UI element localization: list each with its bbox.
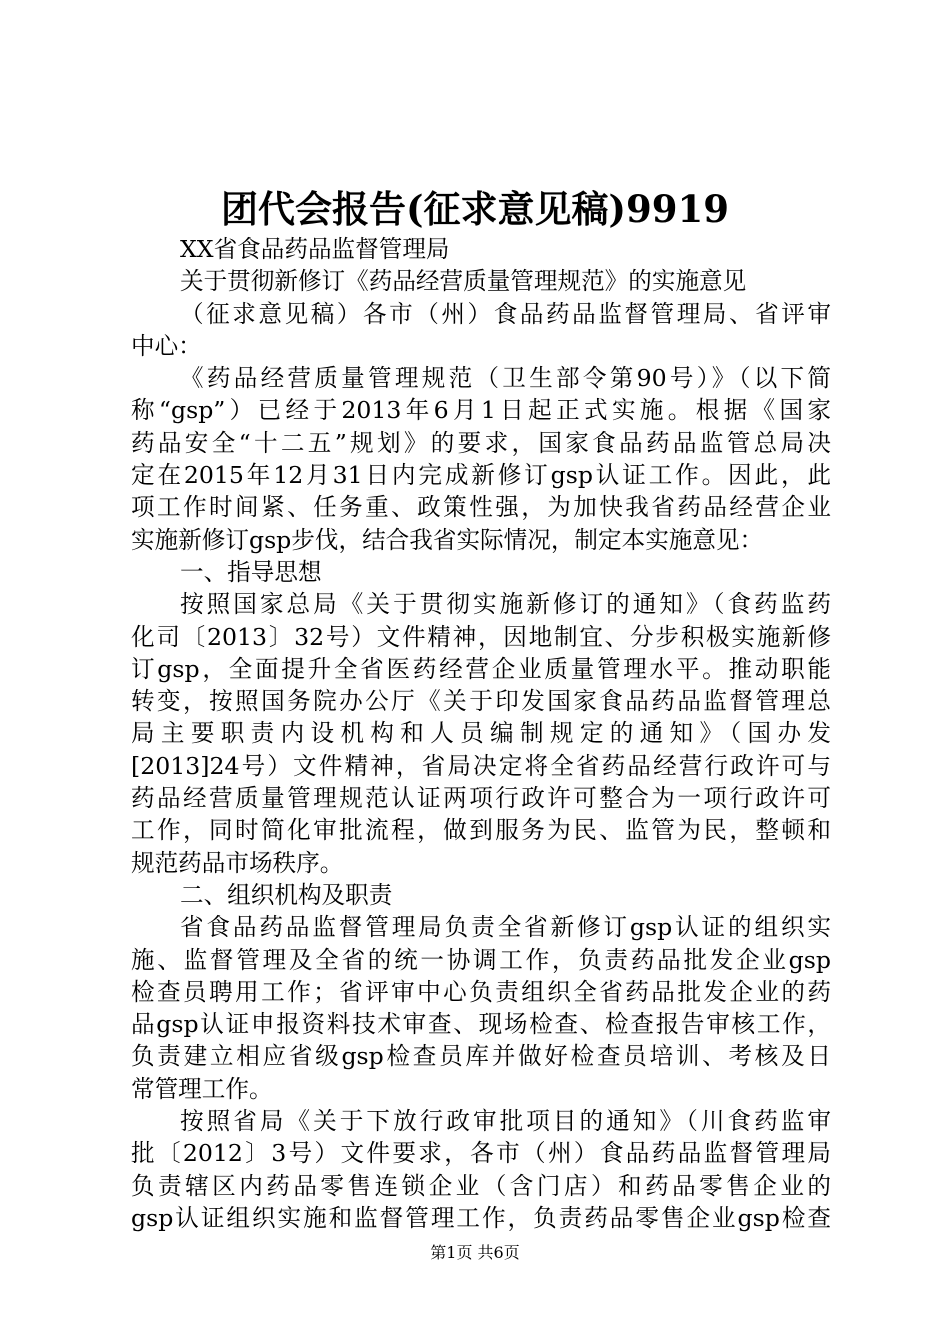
document-body xyxy=(131,233,831,1234)
body-line: 负责建立相应省级gsp检查员库并做好检查员培训、考核及日 xyxy=(131,1042,831,1071)
body-line: 实施新修订gsp步伐，结合我省实际情况，制定本实施意见： xyxy=(131,525,764,554)
body-line: 化司〔2013〕32号）文件精神，因地制宜、分步积极实施新修 xyxy=(131,622,831,651)
body-line: 药品安全“十二五”规划》的要求，国家食品药品监管总局决 xyxy=(131,428,831,457)
body-line: 按照国家总局《关于贯彻实施新修订的通知》（食药监药 xyxy=(180,590,831,619)
body-line: （征求意见稿）各市（州）食品药品监督管理局、省评审 xyxy=(180,299,831,328)
body-line: 中心： xyxy=(131,331,202,360)
body-line: 局主要职责内设机构和人员编制规定的通知》（国办发 xyxy=(131,719,831,748)
body-line: 常管理工作。 xyxy=(131,1074,273,1103)
section-heading: 一、指导思想 xyxy=(180,557,322,586)
body-line: 省食品药品监督管理局负责全省新修订gsp认证的组织实 xyxy=(180,913,831,942)
body-line: 施、监督管理及全省的统一协调工作，负责药品批发企业gsp xyxy=(131,945,831,974)
body-line: 批〔2012〕3号）文件要求，各市（州）食品药品监督管理局 xyxy=(131,1139,831,1168)
body-line: 《药品经营质量管理规范（卫生部令第90号）》（以下简 xyxy=(180,364,831,393)
body-line: 检查员聘用工作；省评审中心负责组织全省药品批发企业的药 xyxy=(131,977,831,1006)
body-line: 药品经营质量管理规范认证两项行政许可整合为一项行政许可 xyxy=(131,784,831,813)
body-line: 订gsp，全面提升全省医药经营企业质量管理水平。推动职能 xyxy=(131,654,831,683)
body-line: 项工作时间紧、任务重、政策性强，为加快我省药品经营企业 xyxy=(131,493,831,522)
body-line: XX省食品药品监督管理局 xyxy=(180,235,450,263)
body-line: 负责辖区内药品零售连锁企业（含门店）和药品零售企业的 xyxy=(131,1171,831,1200)
body-line: 称“gsp”）已经于2013年6月1日起正式实施。根据《国家 xyxy=(131,396,831,425)
section-heading: 二、组织机构及职责 xyxy=(180,880,393,909)
body-line: 转变，按照国务院办公厅《关于印发国家食品药品监督管理总 xyxy=(131,687,831,716)
body-line: 定在2015年12月31日内完成新修订gsp认证工作。因此，此 xyxy=(131,461,831,490)
body-line: gsp认证组织实施和监督管理工作，负责药品零售企业gsp检查 xyxy=(131,1203,831,1232)
body-line: [2013]24号）文件精神，省局决定将全省药品经营行政许可与 xyxy=(131,751,831,780)
body-line: 关于贯彻新修订《药品经营质量管理规范》的实施意见 xyxy=(180,267,747,296)
body-line: 按照省局《关于下放行政审批项目的通知》（川食药监审 xyxy=(180,1107,831,1136)
body-line: 规范药品市场秩序。 xyxy=(131,848,344,877)
body-line: 品gsp认证申报资料技术审查、现场检查、检查报告审核工作， xyxy=(131,1010,831,1039)
page-number: 第1页 共6页 xyxy=(430,1243,520,1262)
document-title: 团代会报告(征求意见稿)9919 xyxy=(221,187,729,231)
body-line: 工作，同时简化审批流程，做到服务为民、监管为民，整顿和 xyxy=(131,816,831,845)
